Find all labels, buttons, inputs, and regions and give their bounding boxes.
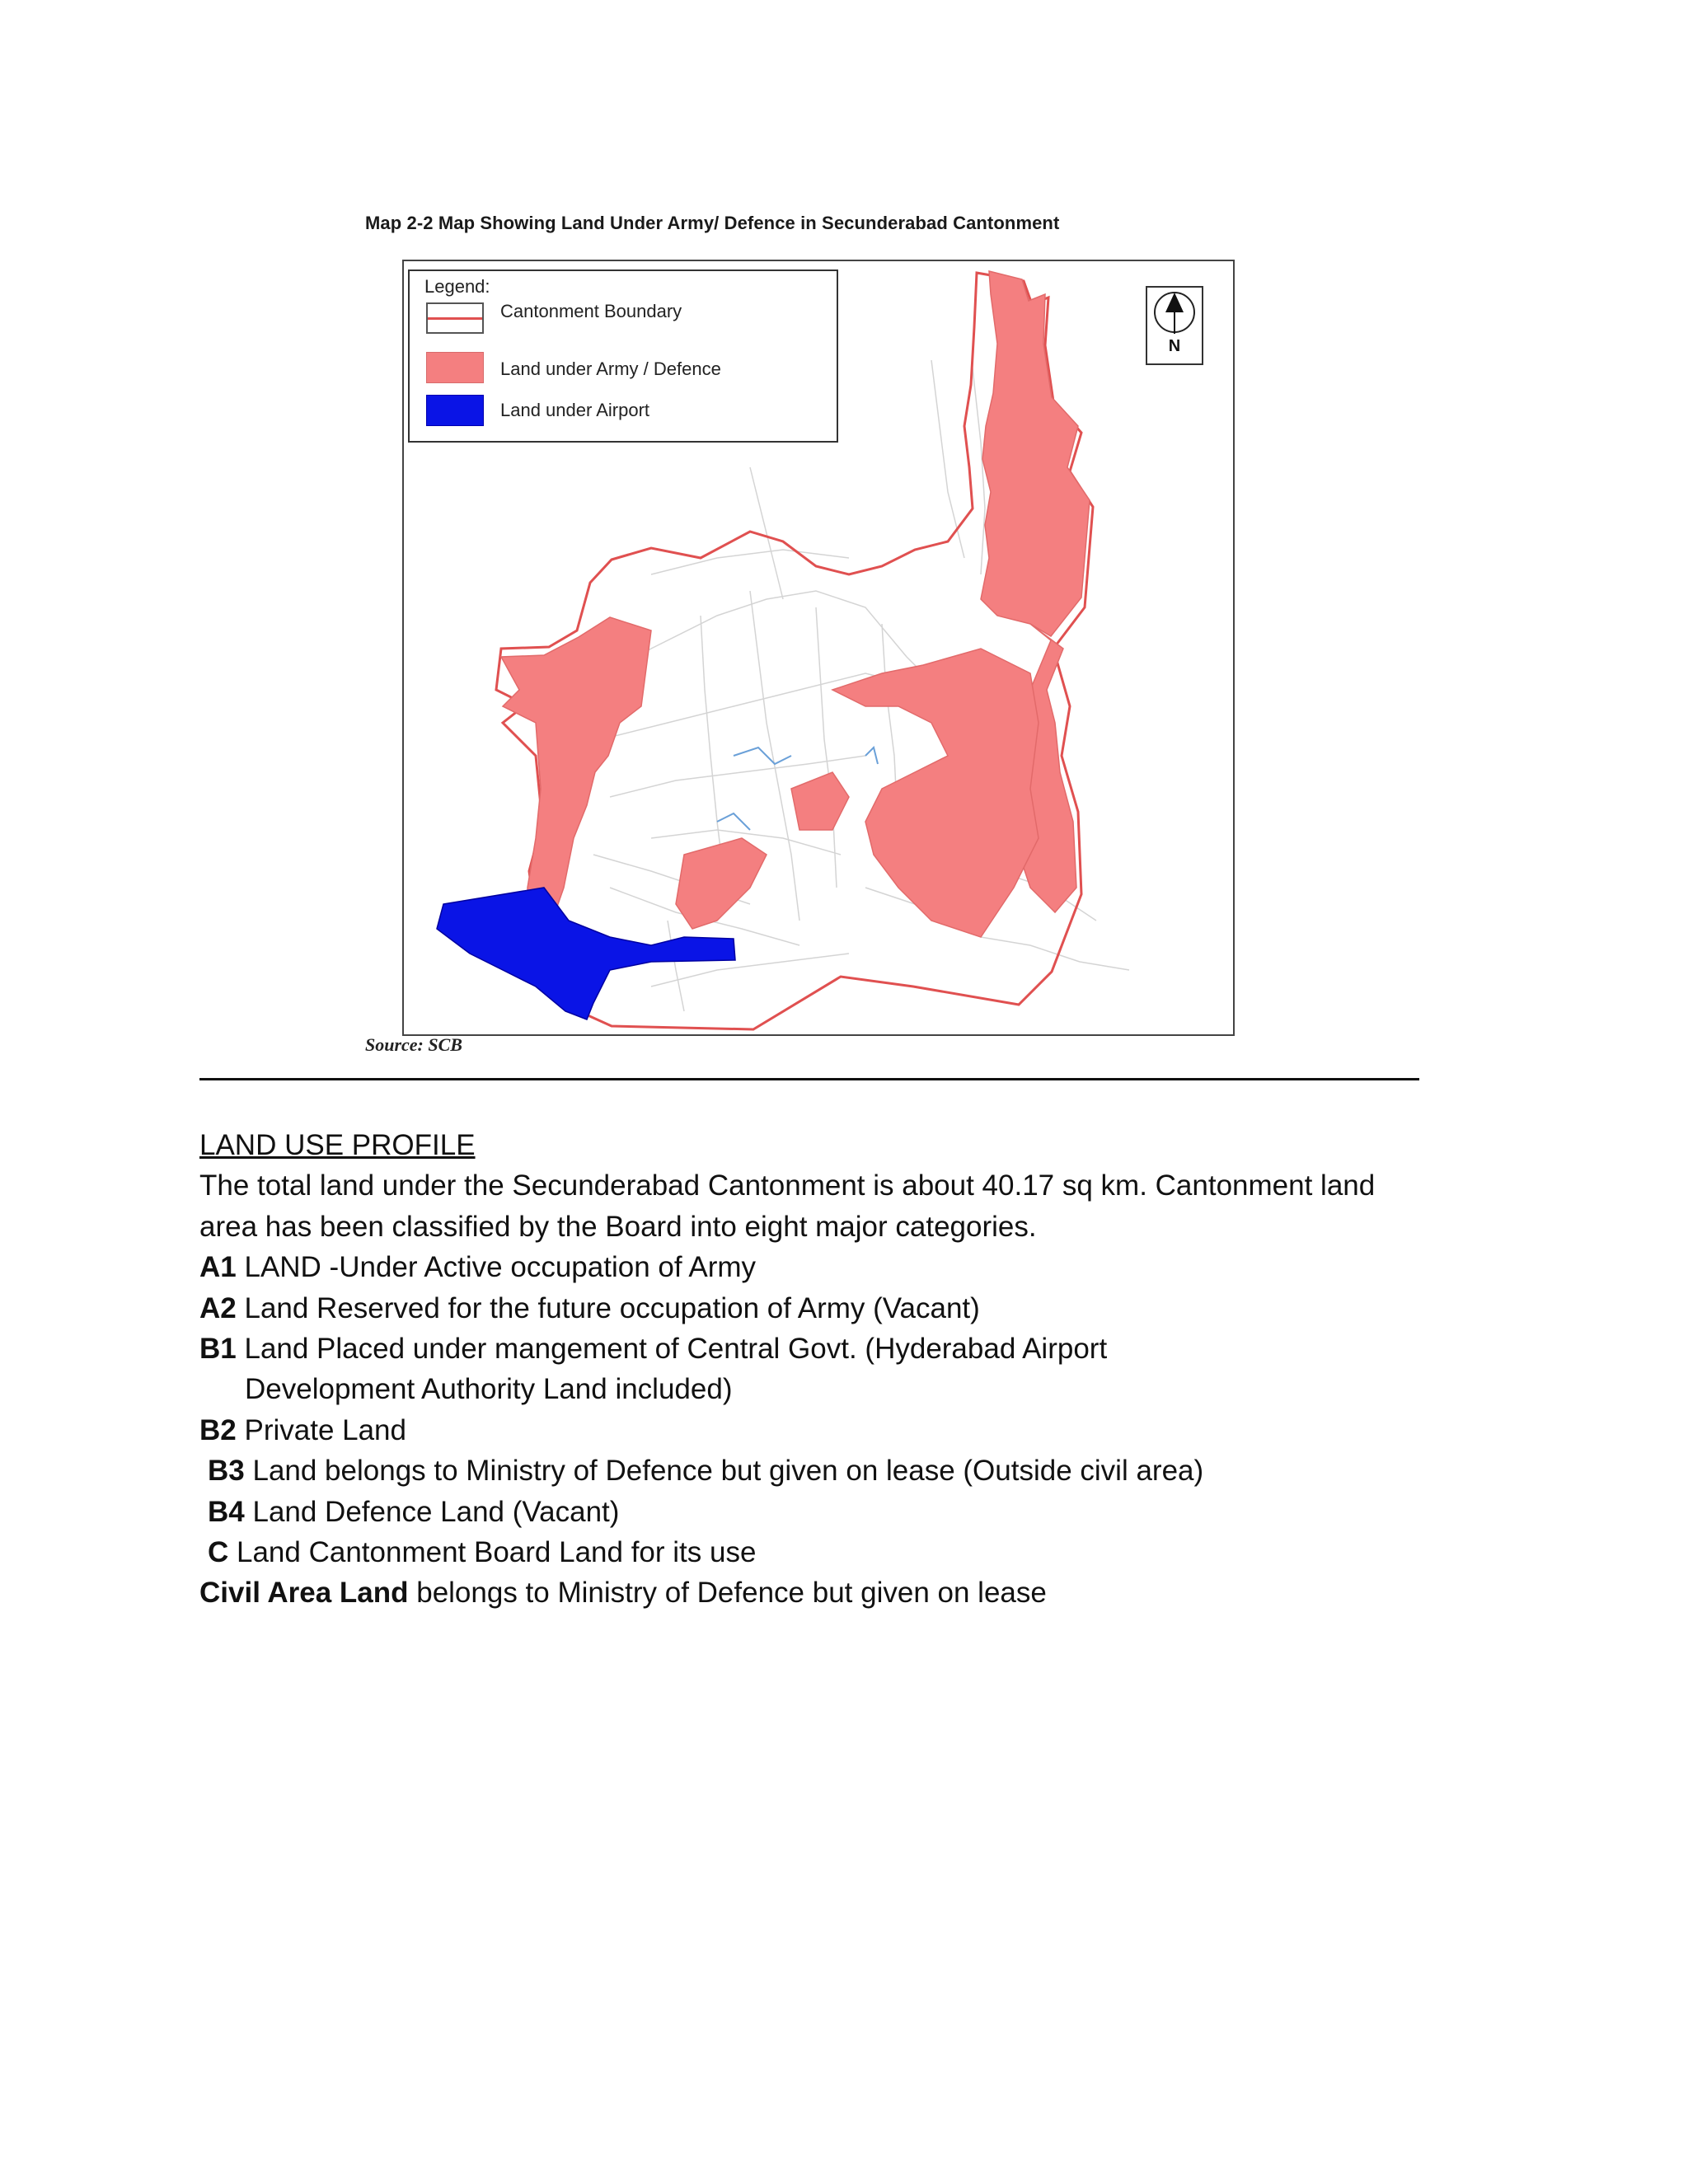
legend-item-army: [426, 352, 822, 385]
category-a2: [199, 1288, 1485, 1329]
category-a1: [199, 1247, 1485, 1287]
category-text: LAND -Under Active occupation of Army: [236, 1251, 757, 1284]
category-text: Land belongs to Ministry of Defence but given on lease (Outside civil area): [244, 1455, 1204, 1488]
land-use-section: [199, 1125, 1485, 1614]
category-civil-area: [199, 1572, 1485, 1613]
category-b1-continued: [199, 1369, 1485, 1409]
army-swatch: [426, 352, 484, 383]
map-figure: [402, 260, 1235, 1036]
boundary-swatch: [426, 302, 484, 334]
category-text: Land Reserved for the future occupation of Army (Vacant): [236, 1291, 980, 1324]
section-heading: LAND USE PROFILE: [199, 1129, 476, 1161]
category-c: [199, 1532, 1485, 1572]
legend-item-boundary: [426, 302, 822, 335]
category-code: Civil Area Land: [199, 1577, 409, 1610]
category-text: belongs to Ministry of Defence but given on lease: [408, 1577, 1047, 1610]
category-text: Land Placed under mangement of Central Govt. (Hyderabad Airport: [236, 1333, 1108, 1366]
divider: [199, 1078, 1419, 1080]
north-label: N: [1168, 337, 1181, 355]
category-text: Land Defence Land (Vacant): [244, 1495, 620, 1528]
category-b2: [199, 1410, 1485, 1451]
category-b4: [199, 1492, 1485, 1532]
category-code: A1: [199, 1251, 237, 1284]
legend-label-boundary: Cantonment Boundary: [500, 301, 682, 321]
legend-title: Legend:: [424, 276, 490, 297]
legend-item-airport: [426, 395, 822, 428]
category-code: C: [208, 1536, 229, 1569]
category-b3: [199, 1451, 1485, 1491]
category-code: B1: [199, 1333, 237, 1366]
map-legend: [408, 269, 838, 443]
legend-label-airport: Land under Airport: [500, 400, 650, 420]
category-text: Development Authority Land included): [245, 1373, 733, 1406]
intro-line-1: The total land under the Secunderabad Cantonment is about 40.17 sq km. Cantonment land: [199, 1169, 1376, 1202]
category-text: Land Cantonment Board Land for its use: [228, 1536, 757, 1569]
airport-swatch: [426, 395, 484, 426]
category-text: Private Land: [236, 1413, 406, 1446]
map-source: Source: SCB: [365, 1034, 462, 1055]
category-code: B4: [208, 1495, 245, 1528]
category-b1: [199, 1329, 1485, 1369]
legend-label-army: Land under Army / Defence: [500, 359, 721, 379]
intro-line-2: area has been classified by the Board into eight major categories.: [199, 1210, 1037, 1243]
category-code: A2: [199, 1291, 237, 1324]
category-code: B3: [208, 1455, 245, 1488]
category-code: B2: [199, 1413, 237, 1446]
north-arrow-icon: [1147, 288, 1202, 337]
north-arrow: [1146, 286, 1203, 365]
map-title: Map 2-2 Map Showing Land Under Army/ Defence in Secunderabad Cantonment: [365, 213, 1060, 233]
